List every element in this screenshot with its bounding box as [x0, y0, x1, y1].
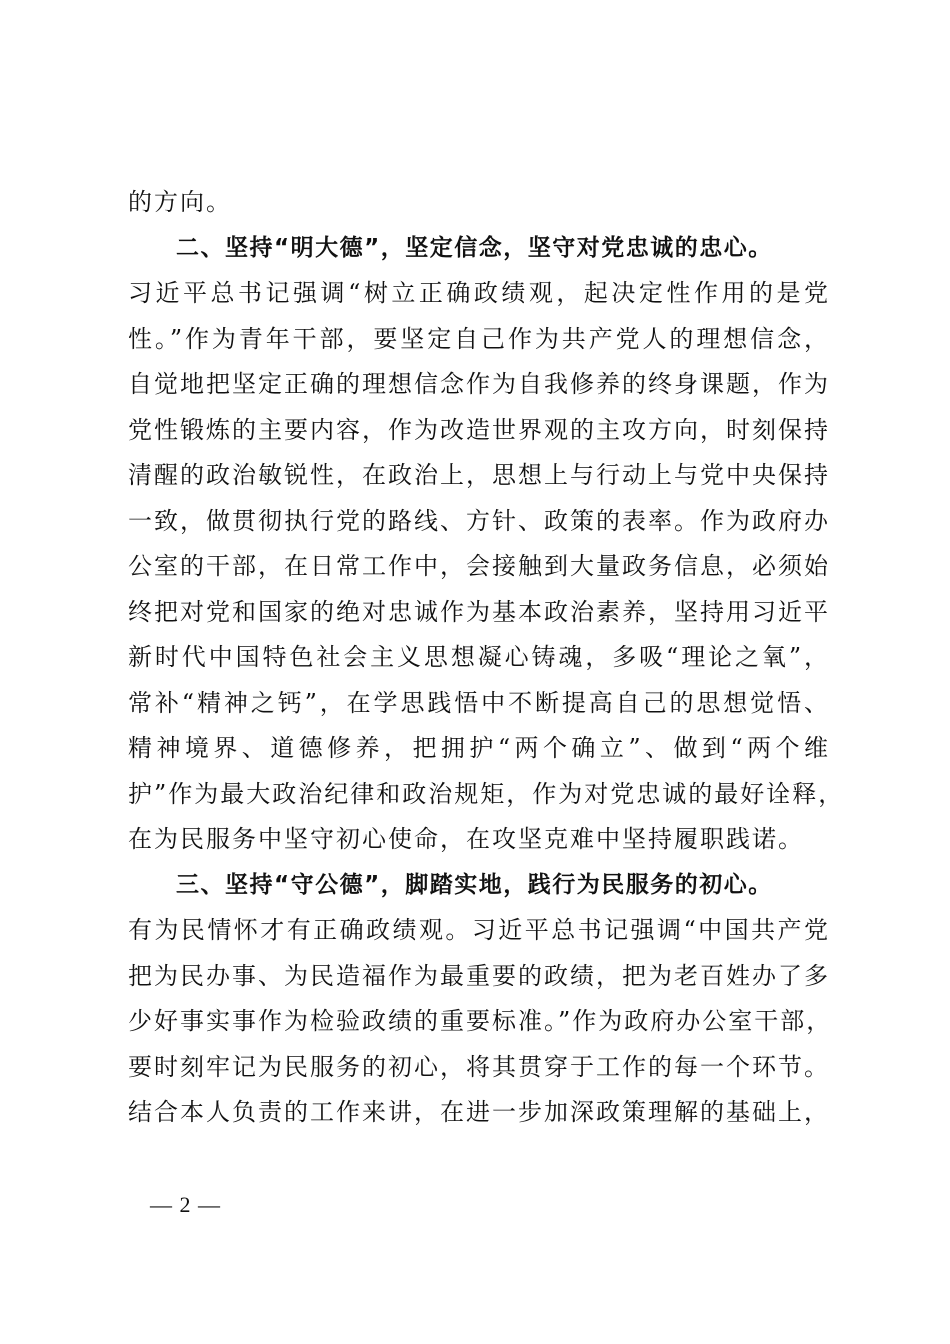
paragraph-line: 公室的干部，在日常工作中，会接触到大量政务信息，必须始 [128, 552, 830, 580]
paragraph-line: 新时代中国特色社会主义思想凝心铸魂，多吸“理论之氧”， [128, 643, 830, 671]
section-heading-2: 二、坚持“明大德”，坚定信念，坚守对党忠诚的忠心。 [176, 234, 773, 261]
paragraph-line: 要时刻牢记为民服务的初心，将其贯穿于工作的每一个环节。 [128, 1052, 830, 1081]
paragraph-line: 在为民服务中坚守初心使命，在攻坚克难中坚持履职践诺。 [128, 825, 804, 853]
paragraph-line: 自觉地把坚定正确的理想信念作为自我修养的终身课题，作为 [128, 370, 830, 398]
body-text [128, 180, 845, 1136]
paragraph-line: 少好事实事作为检验政绩的重要标准。”作为政府办公室干部， [128, 1007, 833, 1035]
page-number: — 2 — [150, 1192, 221, 1217]
paragraph-line: 习近平总书记强调“树立正确政绩观，起决定性作用的是党 [128, 279, 830, 307]
paragraph-line: 一致，做贯彻执行党的路线、方针、政策的表率。作为政府办 [128, 506, 830, 535]
section-heading-3: 三、坚持“守公德”，脚踏实地，践行为民服务的初心。 [176, 871, 773, 898]
paragraph-line: 党性锻炼的主要内容，作为改造世界观的主攻方向，时刻保持 [128, 415, 830, 444]
paragraph-line: 性。”作为青年干部，要坚定自己作为共产党人的理想信念， [128, 324, 830, 353]
paragraph-line: 清醒的政治敏锐性，在政治上，思想上与行动上与党中央保持 [128, 461, 830, 489]
paragraph-line: 终把对党和国家的绝对忠诚作为基本政治素养，坚持用习近平 [128, 597, 830, 626]
paragraph-line: 的方向。 [128, 188, 232, 216]
paragraph-line: 护”作为最大政治纪律和政治规矩，作为对党忠诚的最好诠释， [128, 779, 845, 808]
paragraph-line: 结合本人负责的工作来讲，在进一步加深政策理解的基础上， [128, 1098, 830, 1126]
paragraph-line: 常补“精神之钙”，在学思践悟中不断提高自己的思想觉悟、 [128, 688, 830, 717]
paragraph-line: 把为民办事、为民造福作为最重要的政绩，把为老百姓办了多 [128, 961, 830, 990]
paragraph-line: 精神境界、道德修养，把拥护“两个确立”、做到“两个维 [128, 734, 830, 762]
paragraph-line: 有为民情怀才有正确政绩观。习近平总书记强调“中国共产党 [128, 916, 830, 944]
